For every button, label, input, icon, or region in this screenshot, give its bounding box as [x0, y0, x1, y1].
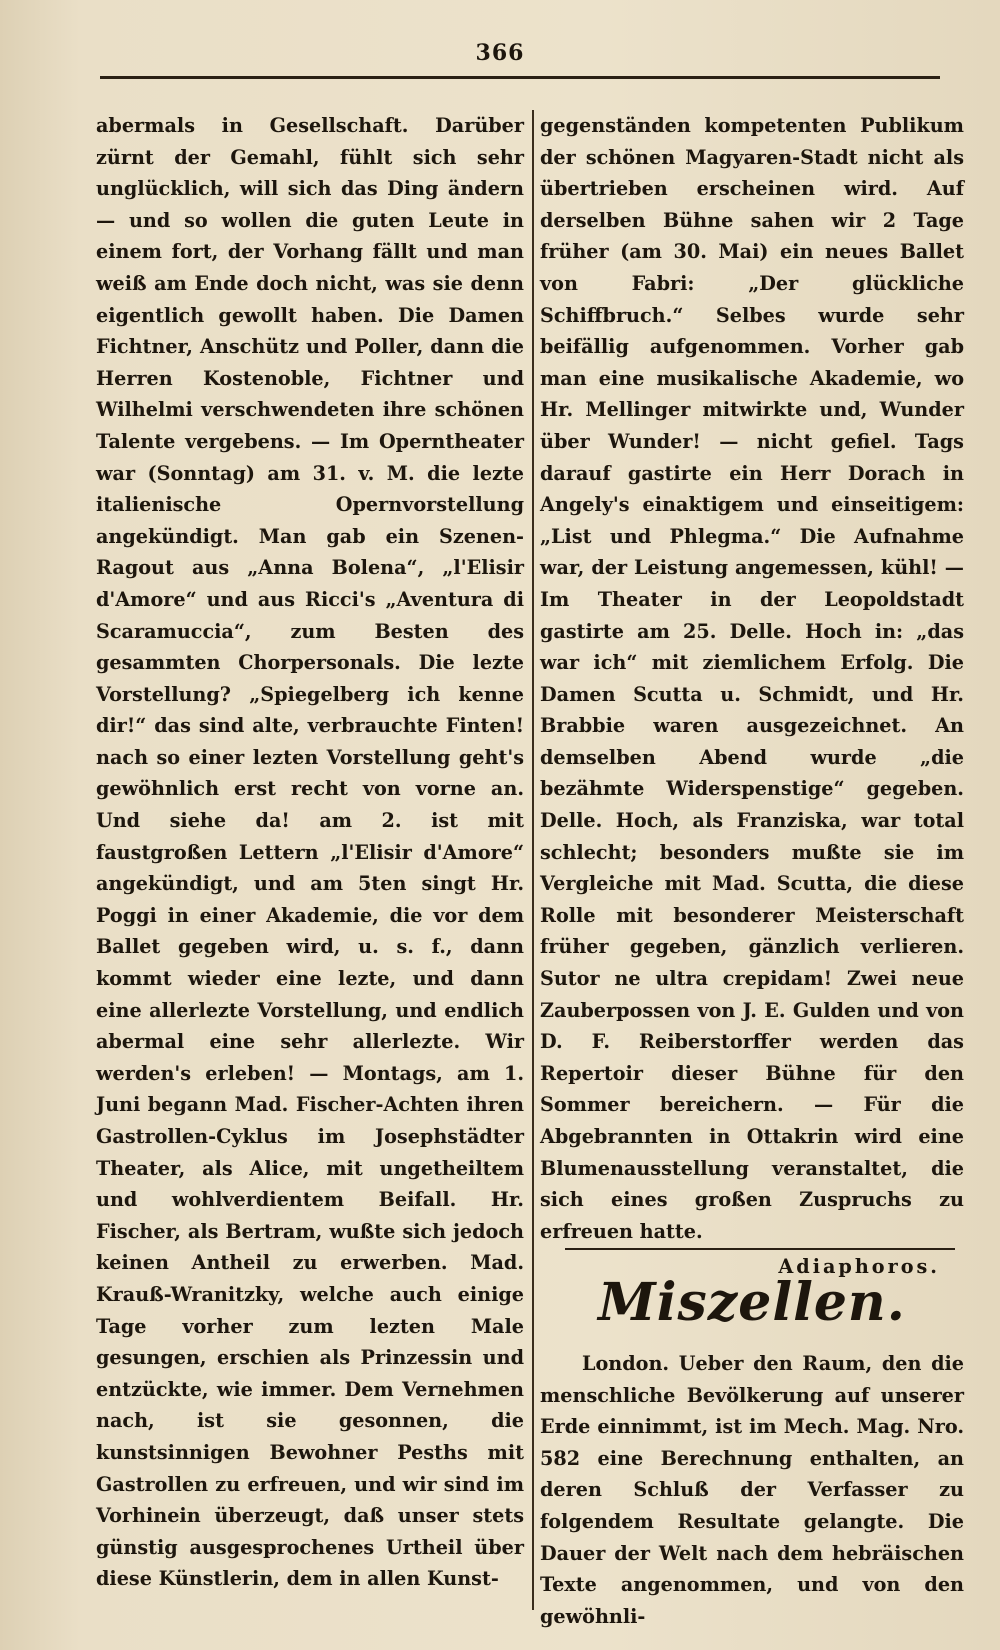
header-rule	[100, 76, 940, 79]
miszellen-column	[540, 1348, 964, 1632]
column-divider	[532, 110, 534, 1610]
page-number: 366	[475, 40, 525, 66]
section-rule	[565, 1248, 955, 1250]
right-column	[540, 110, 964, 1283]
author-signature: Adiaphoros.	[778, 1255, 940, 1279]
left-column	[96, 110, 524, 1595]
right-column-text: gegenständen kompetenten Publikum der schönen Magyaren-Stadt nicht als übertrieben erscheinen wird. Auf derselben Bühne sahen wir 2 Tage früher (am 30. Mai) ein neues Ballet von Fabri: „Der glückliche Schiffbruch.“ Selbes wurde sehr beifällig aufgenommen. Vorher gab man eine musikalische Akademie, wo Hr. Mellinger mitwirkte und, Wunder über Wunder! — nicht gefiel. Tags darauf gastirte ein Herr Dorach in Angely's einaktigem und einseitigem: „List und Phlegma.“ Die Aufnahme war, der Leistung angemessen, kühl! — Im Theater in der Leopoldstadt gastirte am 25. Delle. Hoch in: „das war ich“ mit ziemlichem Erfolg. Die Damen Scutta u. Schmidt, und Hr. Brabbie waren ausgezeichnet. An demselben Abend wurde „die bezähmte Widerspenstige“ gegeben. Delle. Hoch, als Franziska, war total schlecht; besonders mußte sie im Vergleiche mit Mad. Scutta, die diese Rolle mit besonderer Meisterschaft früher gegeben, gänzlich verlieren. Sutor ne ultra crepidam! Zwei neue Zauberpossen von J. E. Gulden und von D. F. Reiberstorffer werden das Repertoir dieser Bühne für den Sommer bereichern. — Für die Abgebrannten in Ottakrin wird eine Blumenausstellung veranstaltet, die sich eines großen Zuspruchs zu erfreuen hatte.	[540, 114, 964, 1243]
section-heading: Miszellen.	[598, 1272, 906, 1333]
miszellen-text: London. Ueber den Raum, den die menschliche Bevölkerung auf unserer Erde einnimmt, ist im Mech. Mag. Nro. 582 eine Berechnung enthalten, an deren Schluß der Verfasser zu folgendem Resultate gelangte. Die Dauer der Welt nach dem hebräischen Texte angenommen, und von den gewöhnli-	[540, 1352, 964, 1628]
left-column-text: abermals in Gesellschaft. Darüber zürnt der Gemahl, fühlt sich sehr unglücklich, will sich das Ding ändern — und so wollen die guten Leute in einem fort, der Vorhang fällt und man weiß am Ende doch nicht, was sie denn eigentlich gewollt haben. Die Damen Fichtner, Anschütz und Poller, dann die Herren Kostenoble, Fichtner und Wilhelmi verschwendeten ihre schönen Talente vergebens. — Im Operntheater war (Sonntag) am 31. v. M. die lezte italienische Opernvorstellung angekündigt. Man gab ein Szenen-Ragout aus „Anna Bolena“, „l'Elisir d'Amore“ und aus Ricci's „Aventura di Scaramuccia“, zum Besten des gesammten Chorpersonals. Die lezte Vorstellung? „Spiegelberg ich kenne dir!“ das sind alte, verbrauchte Finten! nach so einer lezten Vorstellung geht's gewöhnlich erst recht von vorne an. Und siehe da! am 2. ist mit faustgroßen Lettern „l'Elisir d'Amore“ angekündigt, und am 5ten singt Hr. Poggi in einer Akademie, die vor dem Ballet gegeben wird, u. s. f., dann kommt wieder eine lezte, und dann eine allerlezte Vorstellung, und endlich abermal eine sehr allerlezte. Wir werden's erleben! — Montags, am 1. Juni begann Mad. Fischer-Achten ihren Gastrollen-Cyklus im Josephstädter Theater, als Alice, mit ungetheiltem und wohlverdientem Beifall. Hr. Fischer, als Bertram, wußte sich jedoch keinen Antheil zu erwerben. Mad. Krauß-Wranitzky, welche auch einige Tage vorher zum lezten Male gesungen, erschien als Prinzessin und entzückte, wie immer. Dem Vernehmen nach, ist sie gesonnen, die kunstsinnigen Bewohner Pesths mit Gastrollen zu erfreuen, und wir sind im Vorhinein überzeugt, daß unser stets günstig ausgesprochenes Urtheil über diese Künstlerin, dem in allen Kunst-	[96, 114, 524, 1591]
